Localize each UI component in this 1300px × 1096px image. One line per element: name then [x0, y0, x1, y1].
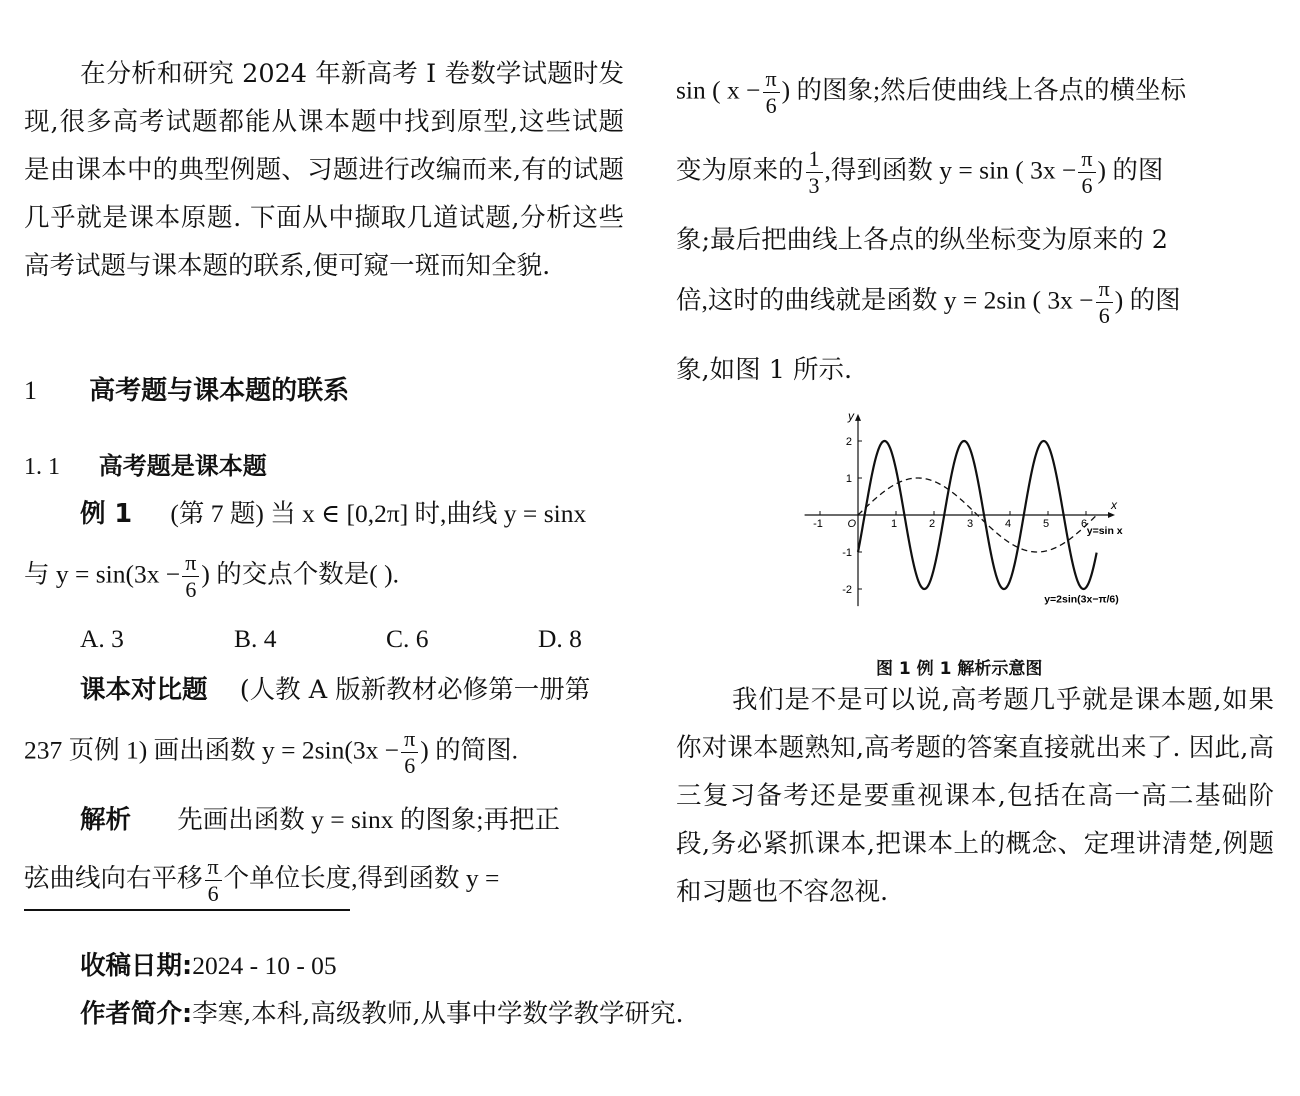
- analysis-line1: [80, 800, 560, 836]
- example1-question-line1: (第 7 题) 当 x ∈ [0,2π] 时,曲线 y = sinx: [170, 499, 587, 528]
- example1-line2-suffix: ) 的交点个数是( ).: [201, 559, 399, 589]
- author-info: 李寒,本科,高级教师,从事中学数学教学研究.: [192, 999, 684, 1029]
- figure-1-chart: [800, 398, 1140, 613]
- right-line4-suffix: ) 的图: [1114, 285, 1181, 315]
- right-line1: [676, 66, 1186, 119]
- received-label: 收稿日期:: [80, 951, 193, 981]
- author-line: [80, 994, 684, 1030]
- x-tick-label: 3: [966, 518, 974, 530]
- textbook-line1: [80, 670, 590, 706]
- y-tick-label: -2: [842, 584, 852, 596]
- right-line1-prefix: sin ( x −: [676, 75, 761, 105]
- analysis-line2-prefix: 弦曲线向右平移: [24, 863, 203, 893]
- received-date: 2024 - 10 - 05: [192, 951, 337, 980]
- section-number: 1: [24, 376, 37, 405]
- right-line3: 象;最后把曲线上各点的纵坐标变为原来的 2: [676, 225, 1168, 255]
- y-tick-label: 2: [845, 436, 852, 448]
- section-title: 高考题与课本题的联系: [89, 376, 350, 406]
- author-label: 作者简介:: [80, 999, 193, 1029]
- figure-caption: 图 1 例 1 解析示意图: [876, 659, 1043, 679]
- x-tick-label: 1: [890, 518, 898, 530]
- right-line2: [676, 146, 1163, 199]
- example1-line1: [80, 494, 586, 530]
- origin-label: O: [847, 518, 856, 530]
- pi-over-6-fraction: $\frac{\pi}{6}$: [205, 854, 222, 907]
- right-line4-prefix: 倍,这时的曲线就是函数 y = 2sin ( 3x −: [676, 285, 1094, 315]
- right-line4: [676, 276, 1181, 329]
- intro-paragraph: 在分析和研究 2024 年新高考 Ⅰ 卷数学试题时发现,很多高考试题都能从课本题中找到原型,这些试题是由课本中的典型例题、习题进行改编而来,有的试题几乎就是课本原题. 下面从中撷取几道试题,分析这些高考试题与课本题的联系,便可窥一斑而知全貌.: [24, 59, 624, 281]
- x-tick-label: -1: [813, 518, 823, 530]
- right-line2-mid: ,得到函数 y = sin ( 3x −: [824, 155, 1077, 185]
- right-line5: 象,如图 1 所示.: [676, 355, 853, 385]
- subsection-number: 1. 1: [24, 454, 60, 480]
- textbook-line2-suffix: ) 的简图.: [420, 735, 518, 765]
- y-tick-label: -1: [842, 547, 852, 559]
- option-d: D. 8: [538, 624, 582, 653]
- x-tick-label: 2: [928, 518, 936, 530]
- subsection-heading: [24, 446, 267, 481]
- conclusion-paragraph: 我们是不是可以说,高考题几乎就是课本题,如果你对课本题熟知,高考题的答案直接就出来了. 因此,高三复习备考还是要重视课本,包括在高一高二基础阶段,务必紧抓课本,把课本上的概念、定理讲清楚,例题和习题也不容忽视.: [676, 685, 1274, 907]
- x-axis-label: x: [1111, 498, 1117, 512]
- example1-label: 例 1: [80, 499, 133, 529]
- x-tick-label: 5: [1042, 518, 1050, 530]
- y-tick-label: 1: [845, 473, 852, 485]
- analysis-label: 解析: [80, 805, 132, 835]
- pi-over-6-fraction: $\frac{\pi}{6}$: [401, 726, 418, 779]
- option-b: B. 4: [234, 624, 277, 653]
- section-heading: [24, 370, 349, 407]
- sin-curve-label: y=sin x: [1086, 525, 1123, 537]
- footnote-divider: [24, 909, 350, 911]
- x-tick-label: 6: [1080, 518, 1088, 530]
- option-a: A. 3: [80, 624, 124, 653]
- transformed-curve-label: y=2sin(3x−π/6): [1044, 593, 1119, 606]
- x-tick-label: 4: [1004, 518, 1012, 530]
- subsection-title: 高考题是课本题: [98, 452, 267, 480]
- received-line: [80, 946, 337, 982]
- one-third-fraction: $\frac{1}{3}$: [806, 146, 823, 199]
- textbook-label: 课本对比题: [80, 675, 208, 705]
- right-line1-suffix: ) 的图象;然后使曲线上各点的横坐标: [781, 75, 1187, 105]
- pi-over-6-fraction: $\frac{\pi}{6}$: [1078, 146, 1095, 199]
- example1-line2: [24, 550, 399, 603]
- analysis-line2-suffix: 个单位长度,得到函数 y =: [223, 863, 500, 893]
- x-axis-arrow: [1108, 512, 1115, 518]
- pi-over-6-fraction: $\frac{\pi}{6}$: [1096, 276, 1113, 329]
- pi-over-6-fraction: $\frac{\pi}{6}$: [763, 66, 780, 119]
- y-axis-label: y: [848, 408, 854, 423]
- textbook-line1-text: (人教 A 版新教材必修第一册第: [239, 675, 591, 705]
- right-line2-suffix: ) 的图: [1097, 155, 1164, 185]
- textbook-line2-prefix: 237 页例 1) 画出函数 y = 2sin(3x −: [24, 735, 400, 765]
- pi-over-6-fraction: $\frac{\pi}{6}$: [182, 550, 199, 603]
- right-line2-prefix: 变为原来的: [676, 155, 804, 185]
- textbook-line2: [24, 726, 518, 779]
- example1-line2-prefix: 与 y = sin(3x −: [24, 559, 181, 589]
- analysis-line1-text: 先画出函数 y = sinx 的图象;再把正: [177, 805, 560, 834]
- y-axis-arrow: [855, 414, 861, 421]
- option-c: C. 6: [386, 624, 429, 653]
- analysis-line2: [24, 854, 499, 907]
